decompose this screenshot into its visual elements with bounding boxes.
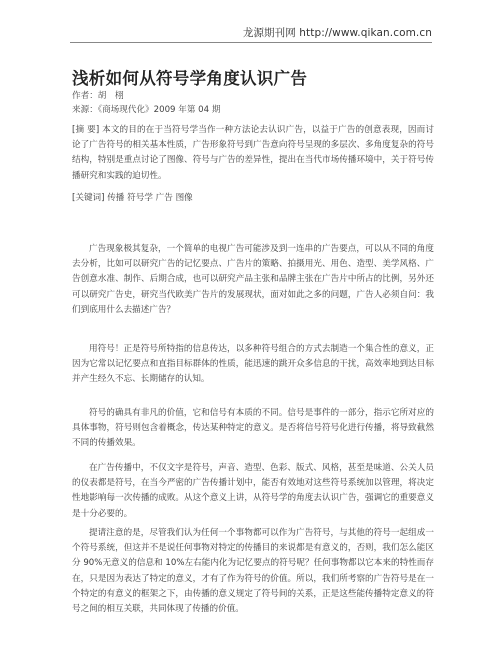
article-abstract: [摘 要] 本文的目的在于当符号学当作一种方法论去认识广告，以益于广告的创意表现，因而讨论了广告符号的相关基本性质，广告形象符号到广告意向符号呈现的多层次、多角度复杂的符号结构，特别是重点讨论了图像、符号与广告的差异性，提出在当代市场传播环境中，关于符号传播研究和实践的迫切性。	[72, 125, 434, 181]
article-author: 作者：胡 栩	[72, 91, 124, 101]
article-title: 浅析如何从符号学角度认识广告	[72, 69, 308, 88]
body-paragraph: 用符号！正是符号所特指的信息传达，以多种符号组合的方式去制造一个集合性的意义，正因为它常以记忆要点和直指目标群体的性质，能迅速的跳开众多信息的干扰，高效率地到达目标并产生经久不忘、长期储存的认知。	[72, 344, 434, 385]
body-paragraph: 提请注意的是，尽管我们认为任何一个事物都可以作为广告符号，与其他的符号一起组成一个符号系统，但这并不是说任何事物对特定的传播目的来说都是有意义的，否则，我们怎么能区分 90%无意义的信息和 10%左右能内化为记忆要点的符号呢？任何事物都以它本来的特性而存在，只是因为表达了特定的意义，才有了作为符号的价值。所以，我们所考察的广告符号是在一个特定的有意义的框架之下，由传播的意义规定了符号间的关系，正是这些能传播特定意义的符号之间的相互关联，共同体现了传播的价值。	[72, 528, 434, 615]
body-paragraph: 符号的确具有非凡的价值，它和信号有本质的不同。信号是事件的一部分，指示它所对应的具体事物，符号则包含着概念，传达某种特定的意义。是否将信号符号化进行传播，将导致截然不同的传播效果。	[72, 408, 434, 449]
journal-source-header[interactable]: 龙源期刊网 http://www.qikan.com.cn	[242, 27, 432, 39]
body-paragraph: 在广告传播中，不仅文字是符号，声音、造型、色彩、版式、风格，甚至是味道、公关人员的仪表都是符号，在当今严密的广告传播计划中，能否有效地对这些符号系统加以管理，将决定性地影响每一次传播的成败。从这个意义上讲，从符号学的角度去认识广告，强调它的重要意义是十分必要的。	[72, 463, 434, 519]
header-divider	[70, 42, 432, 43]
article-source: 来源：《商场现代化》2009 年第 04 期	[72, 105, 221, 115]
article-keywords: [关键词] 传播 符号学 广告 图像	[72, 193, 193, 203]
body-paragraph: 广告现象极其复杂，一个简单的电视广告可能涉及到一连串的广告要点，可以从不同的角度去分析，比如可以研究广告的记忆要点、广告片的策略、拍摄用光、用色、造型、美学风格、广告创意水准、制作、后期合成，也可以研究产品主张和品牌主张在广告片中所占的比例，另外还可以研究广告史，研究当代欧美广告片的发展现状，面对如此之多的问题，广告人必须自问：我们到底用什么去描述广告？	[72, 244, 434, 315]
